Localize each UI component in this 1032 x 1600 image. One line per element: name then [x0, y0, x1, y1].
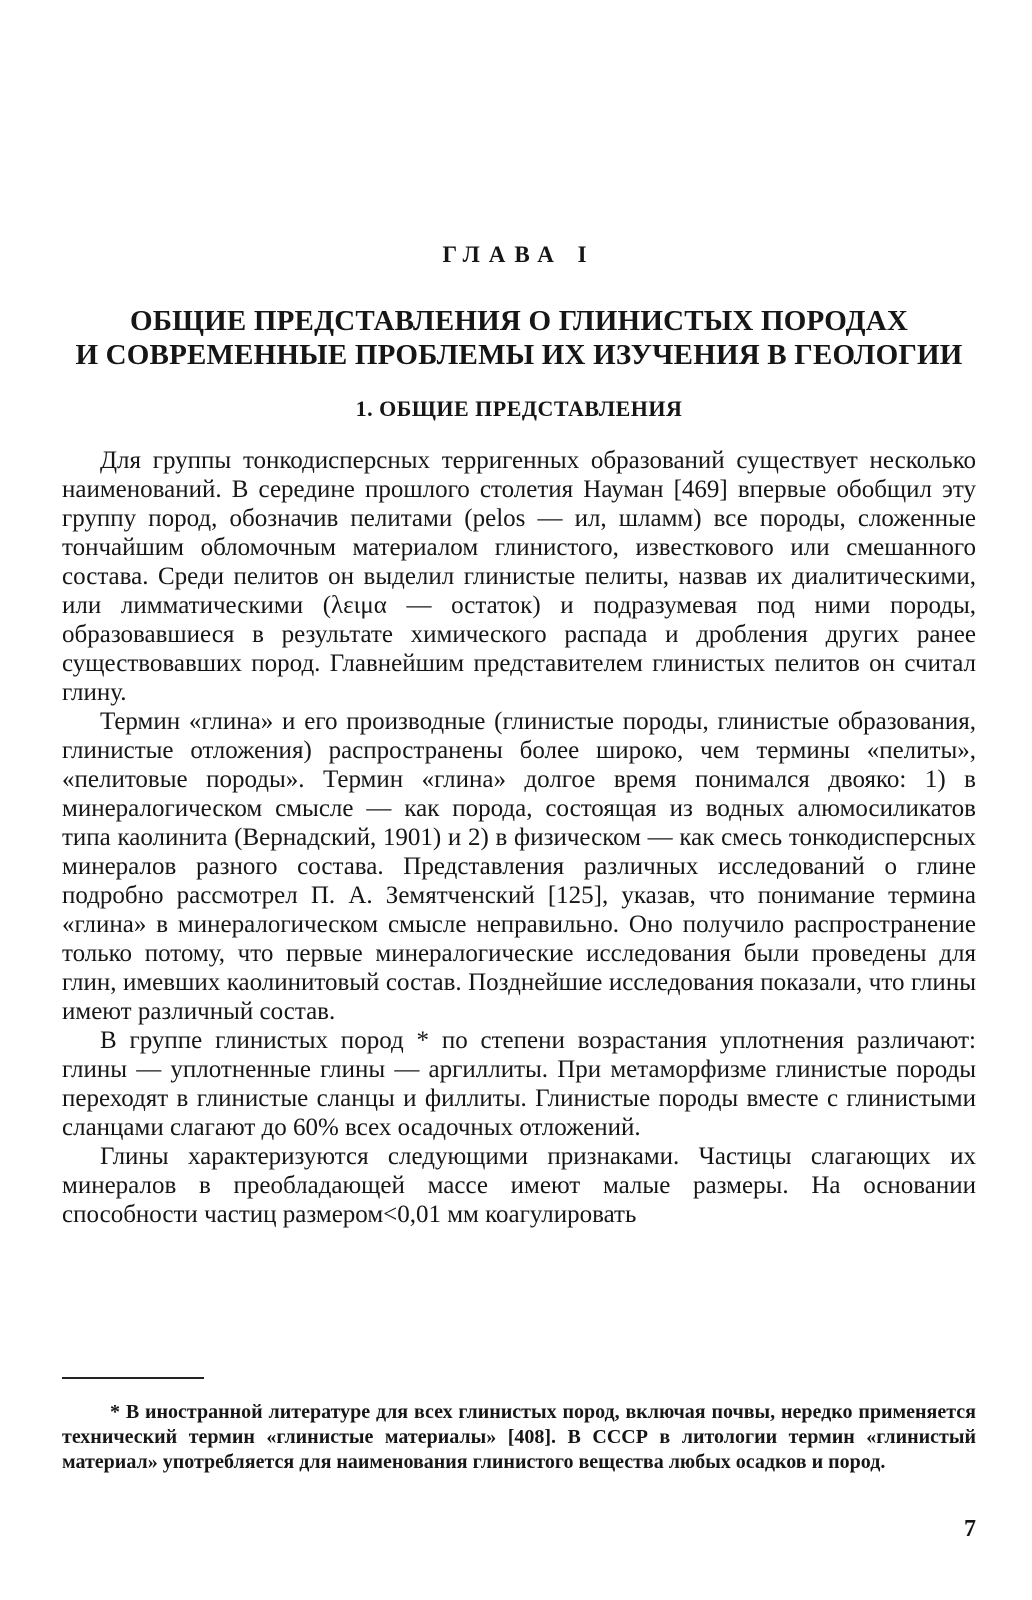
- body-text: [62, 446, 976, 1229]
- footnote-divider: [62, 1377, 204, 1379]
- paragraph: В группе глинистых пород * по степени возрастания уплотнения различают: глины — уплотненные глины — аргиллиты. При метаморфизме глинистые породы переходят в глинистые сланцы и филлиты. Глинистые породы вместе с глинистыми сланцами слагают до 60% всех осадочных отложений.: [62, 1027, 976, 1141]
- paragraph: Термин «глина» и его производные (глинистые породы, глинистые образования, глинистые отложения) распространены более широко, чем термины «пелиты», «пелитовые породы». Термин «глина» долгое время понимался двояко: 1) в минералогическом смысле — как порода, состоящая из водных алюмосиликатов типа каолинита (Вернадский, 1901) и 2) в физическом — как смесь тонкодисперсных минералов разного состава. Представления различных исследований о глине подробно рассмотрел П. А. Земятченский [125], указав, что понимание термина «глина» в минералогическом смысле неправильно. Оно получило распространение только потому, что первые минералогические исследования были проведены для глин, имевших каолинитовый состав. Позднейшие исследования показали, что глины имеют различный состав.: [62, 708, 976, 1025]
- book-page: [62, 0, 976, 1600]
- section-title: 1. ОБЩИЕ ПРЕДСТАВЛЕНИЯ: [355, 396, 683, 421]
- paragraph: Для группы тонкодисперсных терригенных образований существует несколько наименований. В середине прошлого столетия Науман [469] впервые обобщил эту группу пород, обозначив пелитами (pelos — ил, шламм) все породы, сложенные тончайшим обломочным материалом глинистого, известкового или смешанного состава. Среди пелитов он выделил глинистые пелиты, назвав их диалитическими, или лимматическими (λειμα — остаток) и подразумевая под ними породы, образовавшиеся в результате химического распада и дробления других ранее существовавших пород. Главнейшим представителем глинистых пелитов он считал глину.: [62, 447, 976, 706]
- page-number: 7: [964, 1516, 976, 1542]
- chapter-title-line-1: ОБЩИЕ ПРЕДСТАВЛЕНИЯ О ГЛИНИСТЫХ ПОРОДАХ: [129, 305, 909, 337]
- paragraph: Глины характеризуются следующими признаками. Частицы слагающих их минералов в преобладающей массе имеют малые размеры. На основании способности частиц размером<0,01 мм коагулировать: [62, 1143, 976, 1228]
- chapter-title: [62, 304, 976, 372]
- chapter-label: ГЛАВА I: [442, 242, 596, 267]
- footnote-text: * В иностранной литературе для всех глинистых пород, включая почвы, нередко применяется технический термин «глинистые материалы» [408]. В СССР в литологии термин «глинистый материал» употребляется для наименования глинистого вещества любых осадков и пород.: [62, 1401, 976, 1473]
- chapter-title-line-2: И СОВРЕМЕННЫЕ ПРОБЛЕМЫ ИХ ИЗУЧЕНИЯ В ГЕОЛОГИИ: [75, 339, 963, 371]
- footnote: [62, 1400, 976, 1475]
